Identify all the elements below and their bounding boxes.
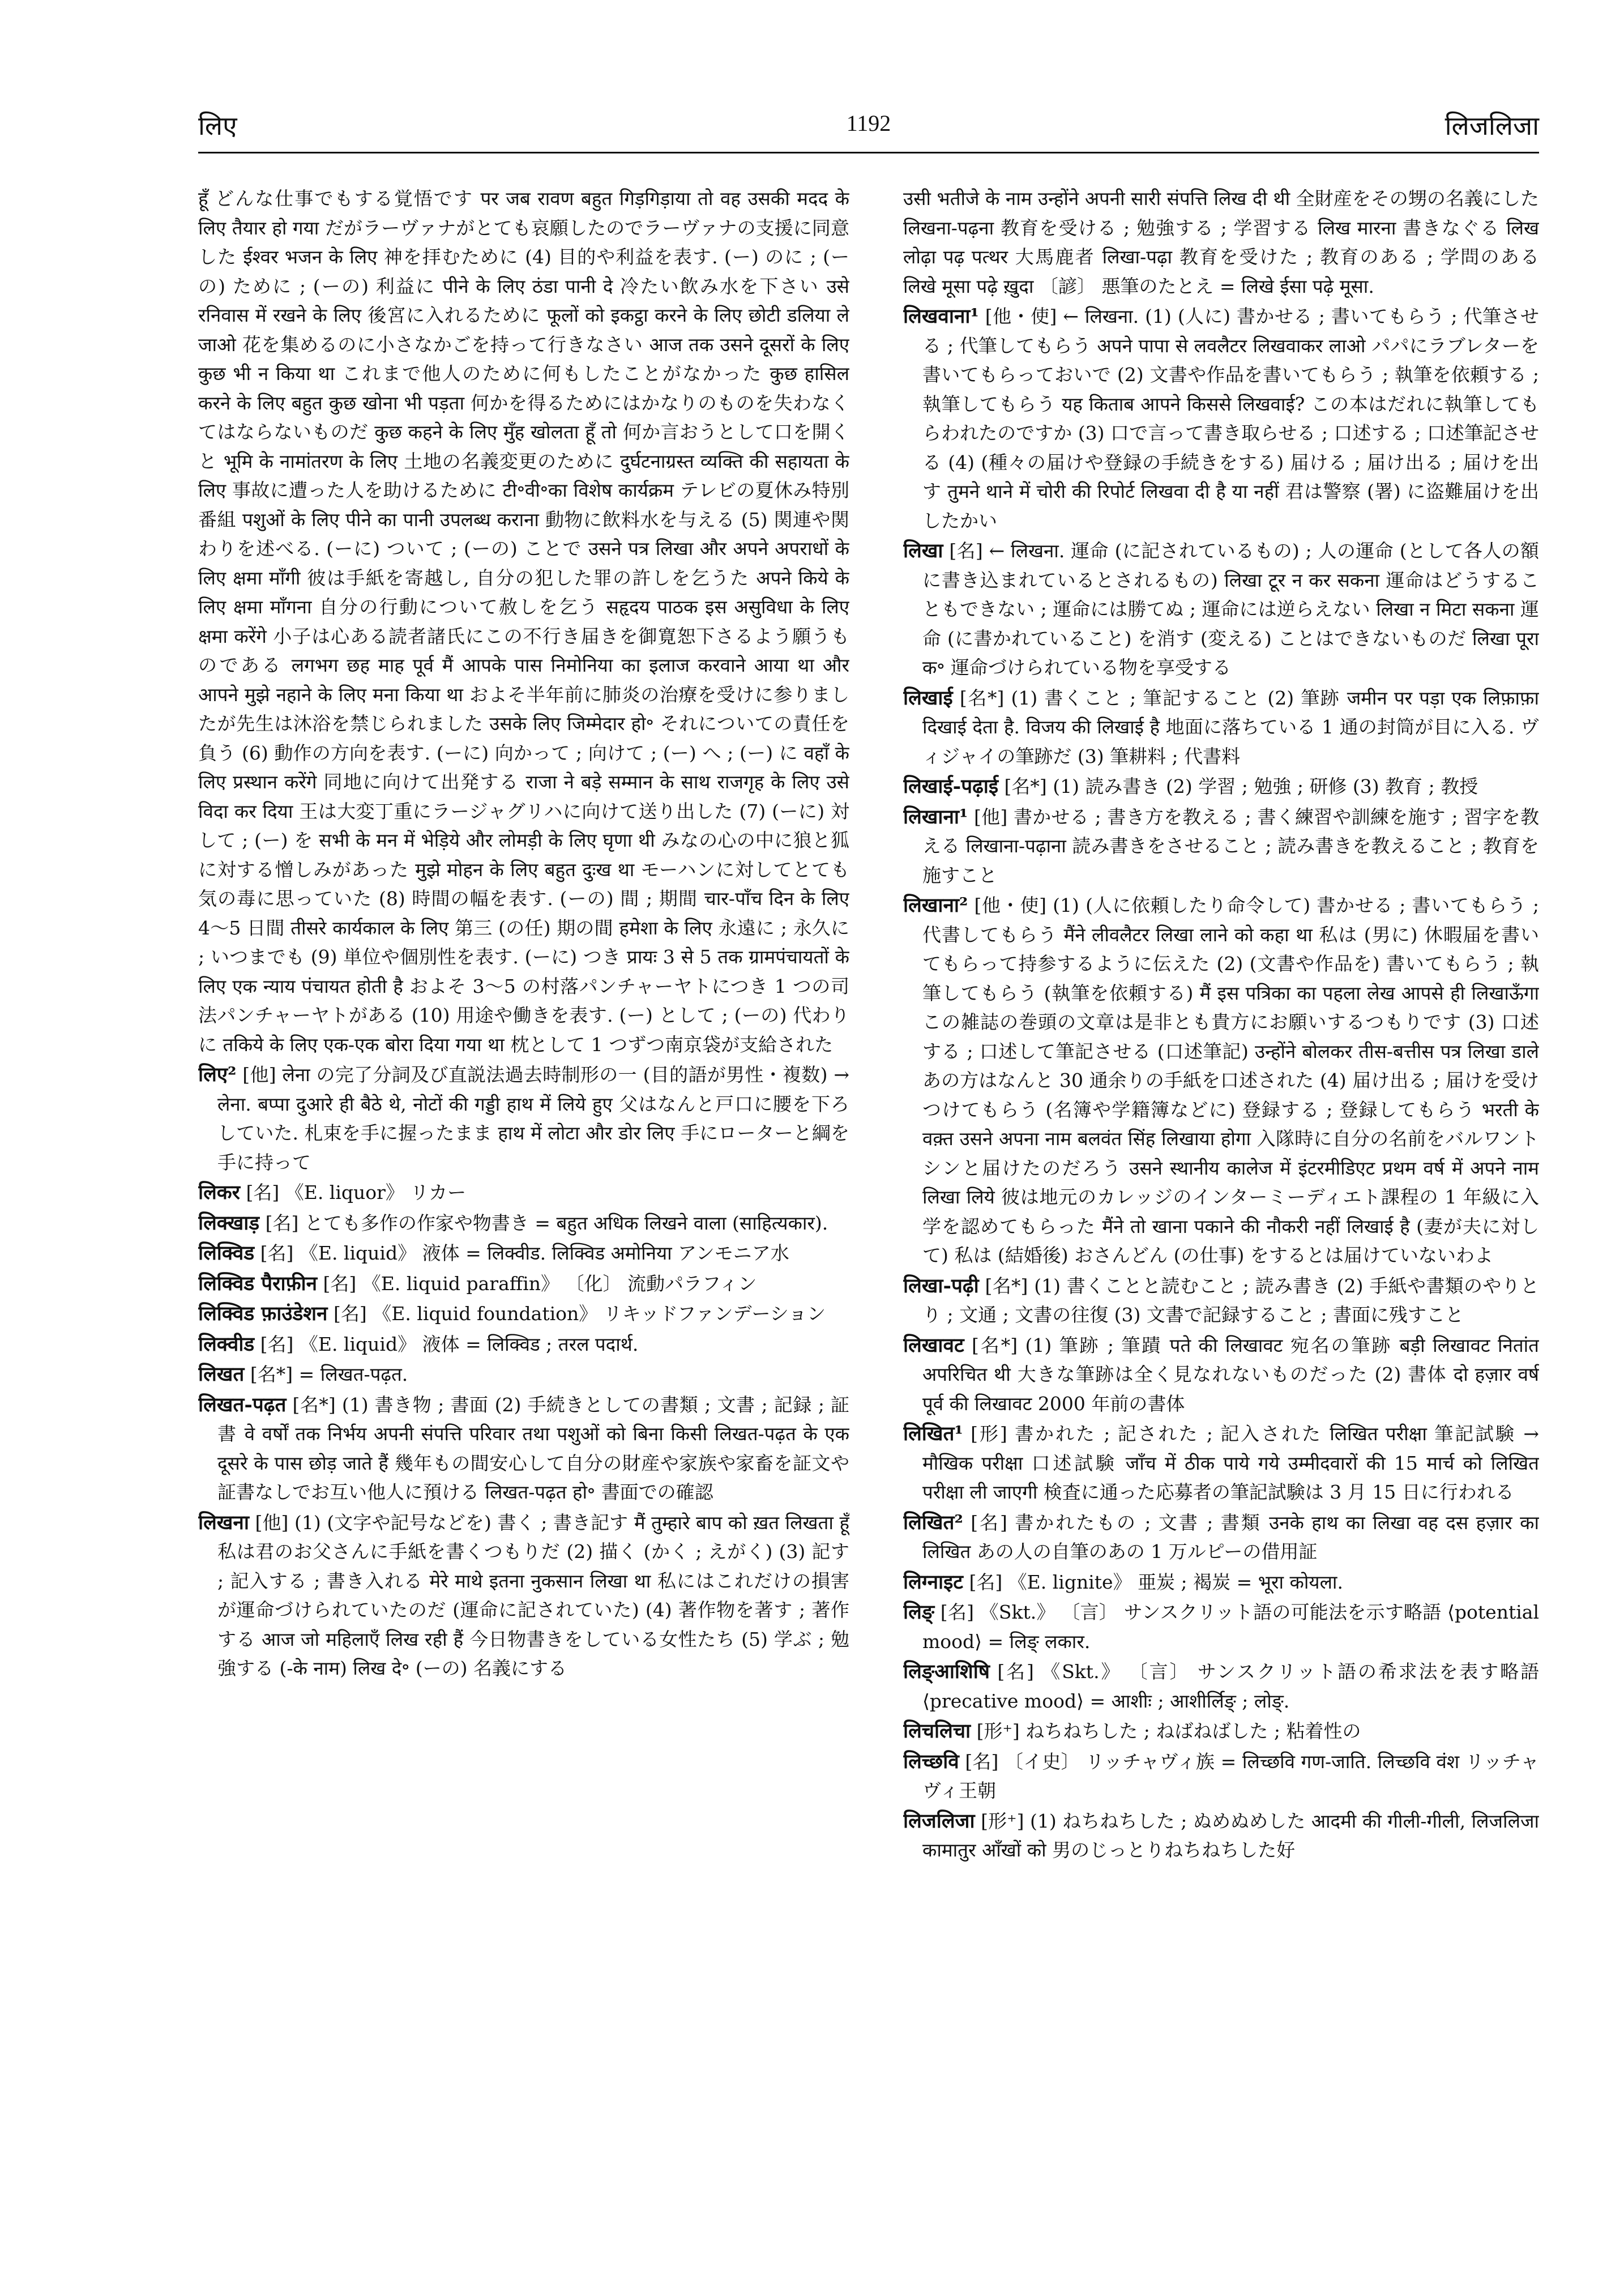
dictionary-entry xyxy=(903,1657,1539,1715)
entry-definition: [他・使] (1) (人に依頼したり命令して) 書かせる ; 書いてもらう ; 代書してもらう मैंने लीवलैटर लिखा लाने को कहा था 私は (男に) 休暇届を書いてもらって持参するように伝えた (2) (文書や作品を) 書いてもらう ; 執筆してもらう (執筆を依頼する) मैं इस पत्रिका का पहला लेख आपसे ही लिखाऊँगा この雑誌の巻頭の文章は是非とも貴方にお願いするつもりです (3) 口述する ; 口述して筆記させる (口述筆記) उन्होंने बोलकर तीस-बत्तीस पत्र लिखा डाले あの方はなんと 30 通余りの手紙を口述された (4) 届け出る ; 届けを受けつけてもらう (名簿や学籍簿などに) 登録する ; 登録してもらう भरती के वक़्त उसने अपना नाम बलवंत सिंह लिखाया होगा 入隊時に自分の名前をバルワントシンと届けたのだろう उसने स्थानीय कालेज में इंटरमीडिएट प्रथम वर्ष में अपने नाम लिखा लिये 彼は地元のカレッジのインターミーディエト課程の 1 年級に入学を認めてもらった मैंने तो खाना पकाने की नौकरी नहीं लिखाई है (妻が夫に対して) 私は (結婚後) おさんどん (の仕事) をするとは届けていないわよ xyxy=(922,894,1539,1266)
entry-headword: लिखना xyxy=(198,1510,249,1534)
entry-definition: उसी भतीजे के नाम उन्होंने अपनी सारी संपत्ति लिख दी थी 全財産をその甥の名義にした लिखना-पढ़ना 教育を受ける ; 勉強する ; 学習する लिख मारना 書きなぐる लिख लोढ़ा पढ़ पत्थर 大馬鹿者 लिखा-पढ़ा 教育を受けた ; 教育のある ; 学問のある लिखे मूसा पढ़े ख़ुदा 〔諺〕 悪筆のたとえ = लिखे ईसा पढ़े मूसा. xyxy=(903,187,1539,297)
entry-definition: [名*] (1) 読み書き (2) 学習 ; 勉強 ; 研修 (3) 教育 ; 教授 xyxy=(998,775,1478,797)
entry-headword: लिखत xyxy=(198,1363,245,1386)
entry-definition: [名*] (1) 書くこと ; 筆記すること (2) 筆跡 जमीन पर पड़ा एक लिफ़ाफ़ा दिखाई देता है. विजय की लिखाई है 地面に落ちている 1 通の封筒が目に入る. ヴィジャイの筆跡だ (3) 筆耕料 ; 代書料 xyxy=(922,686,1539,767)
entry-definition: [名] ← लिखना. 運命 (に記されているもの) ; 人の運命 (として各人の額に書き込まれているとされるもの) लिखा टूर न कर सकना 運命はどうすることもできない ; 運命には勝てぬ ; 運命には逆らえない लिखा न मिटा सकना 運命 (に書かれていること) を消す (変える) ことはできないものだ लिखा पूरा क॰ 運命づけられている物を享受する xyxy=(922,540,1539,678)
page-number: 1192 xyxy=(846,110,891,136)
dictionary-entry xyxy=(903,891,1539,1270)
entry-headword: लिखवाना¹ xyxy=(903,305,979,328)
entry-definition: [名*] (1) 書くことと読むこと ; 読み書き (2) 手紙や書類のやりとり ; 文通 ; 文書の往復 (3) 文書で記録すること ; 書面に残すこと xyxy=(922,1274,1539,1326)
entry-headword: लिखाई-पढ़ाई xyxy=(903,775,999,798)
entry-headword: लिङ् xyxy=(903,1600,935,1624)
dictionary-entry xyxy=(198,1390,849,1507)
entry-definition: [名] 《E. liquid》 液体 = लिक्विड ; तरल पदार्थ. xyxy=(254,1333,639,1355)
dictionary-entry xyxy=(903,1508,1539,1567)
entry-definition: [名] 《E. lignite》 亜炭 ; 褐炭 = भूरा कोयला. xyxy=(963,1570,1343,1593)
entry-headword: लिक्विड पैराफ़ीन xyxy=(198,1271,318,1295)
entry-headword: लिखित² xyxy=(903,1510,963,1534)
dictionary-entry xyxy=(198,1299,849,1329)
dictionary-entry xyxy=(903,684,1539,771)
dictionary-entry xyxy=(903,1717,1539,1746)
entry-headword: लिङ्आशिषि xyxy=(903,1660,990,1683)
entry-definition: [名*] (1) 書き物 ; 書面 (2) 手続きとしての書類 ; 文書 ; 記録 ; 証書 वे वर्षों तक निर्भय अपनी संपत्ति परिवार तथा पशुओं को बिना किसी लिखत-पढ़त के एक दूसरे के पास छोड़ जाते हैं 幾年もの間安心して自分の財産や家族や家畜を証文や証書なしでお互い他人に預ける लिखत-पढ़त हो॰ 書面での確認 xyxy=(217,1393,849,1503)
dictionary-entry xyxy=(903,536,1539,682)
entry-headword: लिखा xyxy=(903,539,943,562)
dictionary-entry xyxy=(903,1419,1539,1507)
entry-definition: [名] 《Skt.》 〔言〕 サンスクリット語の可能法を示す略語 ⟨potential mood⟩ = लिङ् लकार. xyxy=(922,1601,1539,1653)
entry-definition: [他・使] ← लिखना. (1) (人に) 書かせる ; 書いてもらう ; 代筆させる ; 代筆してもらう अपने पापा से लवलैटर लिखवाकर लाओ パパにラブレターを書いてもらっておいで (2) 文書や作品を書いてもらう ; 執筆を依頼する ; 執筆してもらう यह किताब आपने किससे लिखवाई? この本はだれに執筆してもらわれたのですか (3) 口で言って書き取らせる ; 口述する ; 口述筆記させる (4) (種々の届けや登録の手続きをする) 届ける ; 届け出る ; 届けを出す तुमने थाने में चोरी की रिपोर्ट लिखवा दी है या नहीं 君は警察 (署) に盗難届けを出したかい xyxy=(922,305,1539,532)
dictionary-entry xyxy=(903,1747,1539,1806)
entry-definition: [形] 書かれた ; 記された ; 記入された लिखित परीक्षा 筆記試験 → मौखिक परीक्षा 口述試験 जाँच में ठीक पाये गये उम्मीदवारों की 15 मार्च को लिखित परीक्षा ली जाएगी 検査に通った応募者の筆記試験は 3 月 15 日に行われる xyxy=(922,1423,1539,1503)
dictionary-entry xyxy=(903,1331,1539,1419)
entry-definition: [名] 《E. liquid》 液体 = लिक्वीड. लिक्विड अमोनिया アンモニア水 xyxy=(254,1242,789,1264)
entry-definition: [名] 《E. liquor》 リカー xyxy=(240,1181,467,1203)
entry-definition: [形⁺] ねちねちした ; ねばねばした ; 粘着性の xyxy=(971,1720,1361,1742)
right-column xyxy=(903,184,1539,2241)
entry-continuation xyxy=(198,184,849,1059)
entry-headword: लिक्वीड xyxy=(198,1332,255,1356)
entry-definition: हूँ どんな仕事でもする覚悟です पर जब रावण बहुत गिड़गिड़ाया तो वह उसकी मदद के लिए तैयार हो गया だがラーヴァナがとても哀願したのでラーヴァナの支援に同意した ईश्वर भजन के लिए 神を拝むために (4) 目的や利益を表す. (ー) のに ; (ーの) ために ; (ーの) 利益に पीने के लिए ठंडा पानी दे 冷たい飲み水を下さい उसे रनिवास में रखने के लिए 後宮に入れるために फूलों को इकट्ठा करने के लिए छोटी डलिया ले जाओ 花を集めるのに小さなかごを持って行きなさい आज तक उसने दूसरों के लिए कुछ भी न किया था これまで他人のために何もしたことがなかった कुछ हासिल करने के लिए बहुत कुछ खोना भी पड़ता 何かを得るためにはかなりのものを失わなくてはならないものだ कुछ कहने के लिए मुँह खोलता हूँ तो 何か言おうとして口を開くと भूमि के नामांतरण के लिए 土地の名義変更のために दुर्घटनाग्रस्त व्यक्ति की सहायता के लिए 事故に遭った人を助けるために टी॰वी॰का विशेष कार्यक्रम テレビの夏休み特別番組 पशुओं के लिए पीने का पानी उपलब्ध कराना 動物に飲料水を与える (5) 関連や関わりを述べる. (ーに) ついて ; (ーの) ことで उसने पत्र लिखा और अपने अपराधों के लिए क्षमा माँगी 彼は手紙を寄越し, 自分の犯した罪の許しを乞うた अपने किये के लिए क्षमा माँगना 自分の行動について赦しを乞う सहृदय पाठक इस असुविधा के लिए क्षमा करेंगे 小子は心ある読者諸氏にこの不行き届きを御寛恕下さるよう願うものである लगभग छह माह पूर्व मैं आपके पास निमोनिया का इलाज करवाने आया था और आपने मुझे नहाने के लिए मना किया था およそ半年前に肺炎の治療を受けに参りましたが先生は沐浴を禁じられました उसके लिए जिम्मेदार हो॰ それについての責任を負う (6) 動作の方向を表す. (ーに) 向かって ; 向けて ; (ー) へ ; (ー) に वहाँ के लिए प्रस्थान करेंगे 同地に向けて出発する राजा ने बड़े सम्मान के साथ राजगृह के लिए उसे विदा कर दिया 王は大変丁重にラージャグリハに向けて送り出した (7) (ーに) 対して ; (ー) を सभी के मन में भेड़िये और लोमड़ी के लिए घृणा थी みなの心の中に狼と狐に対する憎しみがあった मुझे मोहन के लिए बहुत दुःख था モーハンに対してとても気の毒に思っていた (8) 時間の幅を表す. (ーの) 間 ; 期間 चार-पाँच दिन के लिए 4〜5 日間 तीसरे कार्यकाल के लिए 第三 (の任) 期の間 हमेशा के लिए 永遠に ; 永久に ; いつまでも (9) 単位や個別性を表す. (ーに) つき प्रायः 3 से 5 तक ग्रामपंचायतों के लिए एक न्याय पंचायत होती है およそ 3〜5 の村落パンチャーヤトにつき 1 つの司法パンチャーヤトがある (10) 用途や働きを表す. (ー) として ; (ーの) 代わりに तकिये के लिए एक-एक बोरा दिया गया था 枕として 1 つずつ南京袋が支給された xyxy=(198,187,849,1056)
entry-definition: [他] (1) (文字や記号などを) 書く ; 書き記す मैं तुम्हारे बाप को ख़त लिखता हूँ 私は君のお父さんに手紙を書くつもりだ (2) 描く (かく ; えがく) (3) 記す ; 記入する ; 書き入れる मेरे माथे इतना नुकसान लिखा था 私にはこれだけの損害が運命づけられていたのだ (運命に記されていた) (4) 著作物を著す ; 著作する आज जो महिलाएँ लिख रही हैं 今日物書きをしている女性たち (5) 学ぶ ; 勉強する (-के नाम) लिख दे॰ (ーの) 名義にする xyxy=(217,1511,849,1679)
dictionary-entry xyxy=(903,772,1539,801)
entry-headword: लिग्नाइट xyxy=(903,1570,963,1594)
entry-definition: [名] 《E. liquid paraffin》 〔化〕 流動パラフィン xyxy=(317,1272,757,1295)
dictionary-entry xyxy=(903,1271,1539,1330)
entry-definition: [形⁺] (1) ねちねちした ; ぬめぬめした आदमी की गीली-गीली, लिजलिजा कामातुर आँखों को 男のじっとりねちねちした好 xyxy=(922,1809,1539,1861)
entry-headword: लिए² xyxy=(198,1063,237,1086)
entry-headword: लिखावट xyxy=(903,1333,964,1357)
left-running-headword: लिए xyxy=(198,110,237,141)
dictionary-entry xyxy=(198,1269,849,1299)
entry-definition: [名*] (1) 筆跡 ; 筆蹟 पते की लिखावट 宛名の筆跡 बड़ी लिखावट नितांत अपरिचित थी 大きな筆跡は全く見なれないものだった (2) 書体 दो हज़ार वर्ष पूर्व की लिखावट 2000 年前の書体 xyxy=(922,1334,1539,1415)
header-rule xyxy=(198,152,1539,153)
entry-headword: लिक्विड फ़ाउंडेशन xyxy=(198,1302,328,1325)
dictionary-entry xyxy=(198,1239,849,1268)
page-header xyxy=(198,108,1539,153)
entry-headword: लिखाना² xyxy=(903,894,968,917)
entry-definition: [名] 〔イ史〕 リッチャヴィ族 = लिच्छवि गण-जाति. लिच्छवि वंश リッチャヴィ王朝 xyxy=(922,1750,1539,1802)
entry-headword: लिकर xyxy=(198,1181,240,1204)
entry-definition: [名] とても多作の作家や物書き = बहुत अधिक लिखने वाला (साहित्यकार). xyxy=(259,1211,828,1234)
dictionary-entry xyxy=(903,1598,1539,1656)
entry-headword: लिच्छवि xyxy=(903,1749,959,1773)
entry-headword: लिखाना¹ xyxy=(903,805,968,829)
dictionary-entry xyxy=(198,1360,849,1389)
dictionary-entry xyxy=(903,1807,1539,1865)
entry-continuation xyxy=(903,184,1539,301)
dictionary-entry xyxy=(198,1060,849,1177)
entry-headword: लिखत-पढ़त xyxy=(198,1393,287,1416)
entry-headword: लिक्विड xyxy=(198,1241,255,1265)
entry-definition: [名*] = लिखत-पढ़त. xyxy=(244,1363,408,1385)
entry-headword: लिखाई xyxy=(903,686,953,710)
right-running-headword: लिजलिजा xyxy=(1444,110,1539,141)
dictionary-entry xyxy=(198,1209,849,1238)
entry-headword: लिखा-पढ़ी xyxy=(903,1274,979,1297)
entry-headword: लिचलिचा xyxy=(903,1719,971,1743)
entry-definition: [他] लेना の完了分詞及び直説法過去時制形の一 (目的語が男性・複数) → लेना. बप्पा दुआरे ही बैठे थे, नोटों की गड्डी हाथ में लिये हुए 父はなんと戸口に腰を下ろしていた. 札束を手に握ったまま हाथ में लोटा और डोर लिए 手にローターと綱を手に持って xyxy=(217,1064,849,1173)
dictionary-entry xyxy=(198,1330,849,1359)
dictionary-entry xyxy=(903,302,1539,535)
dictionary-entry xyxy=(903,803,1539,890)
entry-headword: लिजलिजा xyxy=(903,1809,975,1833)
left-column xyxy=(198,184,849,2241)
entry-definition: [名] 《Skt.》 〔言〕 サンスクリット語の希求法を表す略語 ⟨precative mood⟩ = आशीः ; आशीर्लिङ् ; लोङ्. xyxy=(922,1661,1539,1712)
entry-definition: [名] 《E. liquid foundation》 リキッドファンデーション xyxy=(327,1303,826,1325)
entry-headword: लिखित¹ xyxy=(903,1422,963,1445)
entry-definition: [他] 書かせる ; 書き方を教える ; 書く練習や訓練を施す ; 習字を教える लिखाना-पढ़ाना 読み書きをさせること ; 読み書きを教えること ; 教育を施すこと xyxy=(922,805,1539,886)
entry-definition: [名] 書かれたもの ; 文書 ; 書類 उनके हाथ का लिखा वह दस हज़ार का लिखित あの人の自筆のあの 1 万ルピーの借用証 xyxy=(922,1511,1539,1563)
entry-headword: लिक्खाड़ xyxy=(198,1211,260,1235)
dictionary-entry xyxy=(198,1178,849,1207)
dictionary-entry xyxy=(903,1568,1539,1597)
dictionary-entry xyxy=(198,1508,849,1683)
